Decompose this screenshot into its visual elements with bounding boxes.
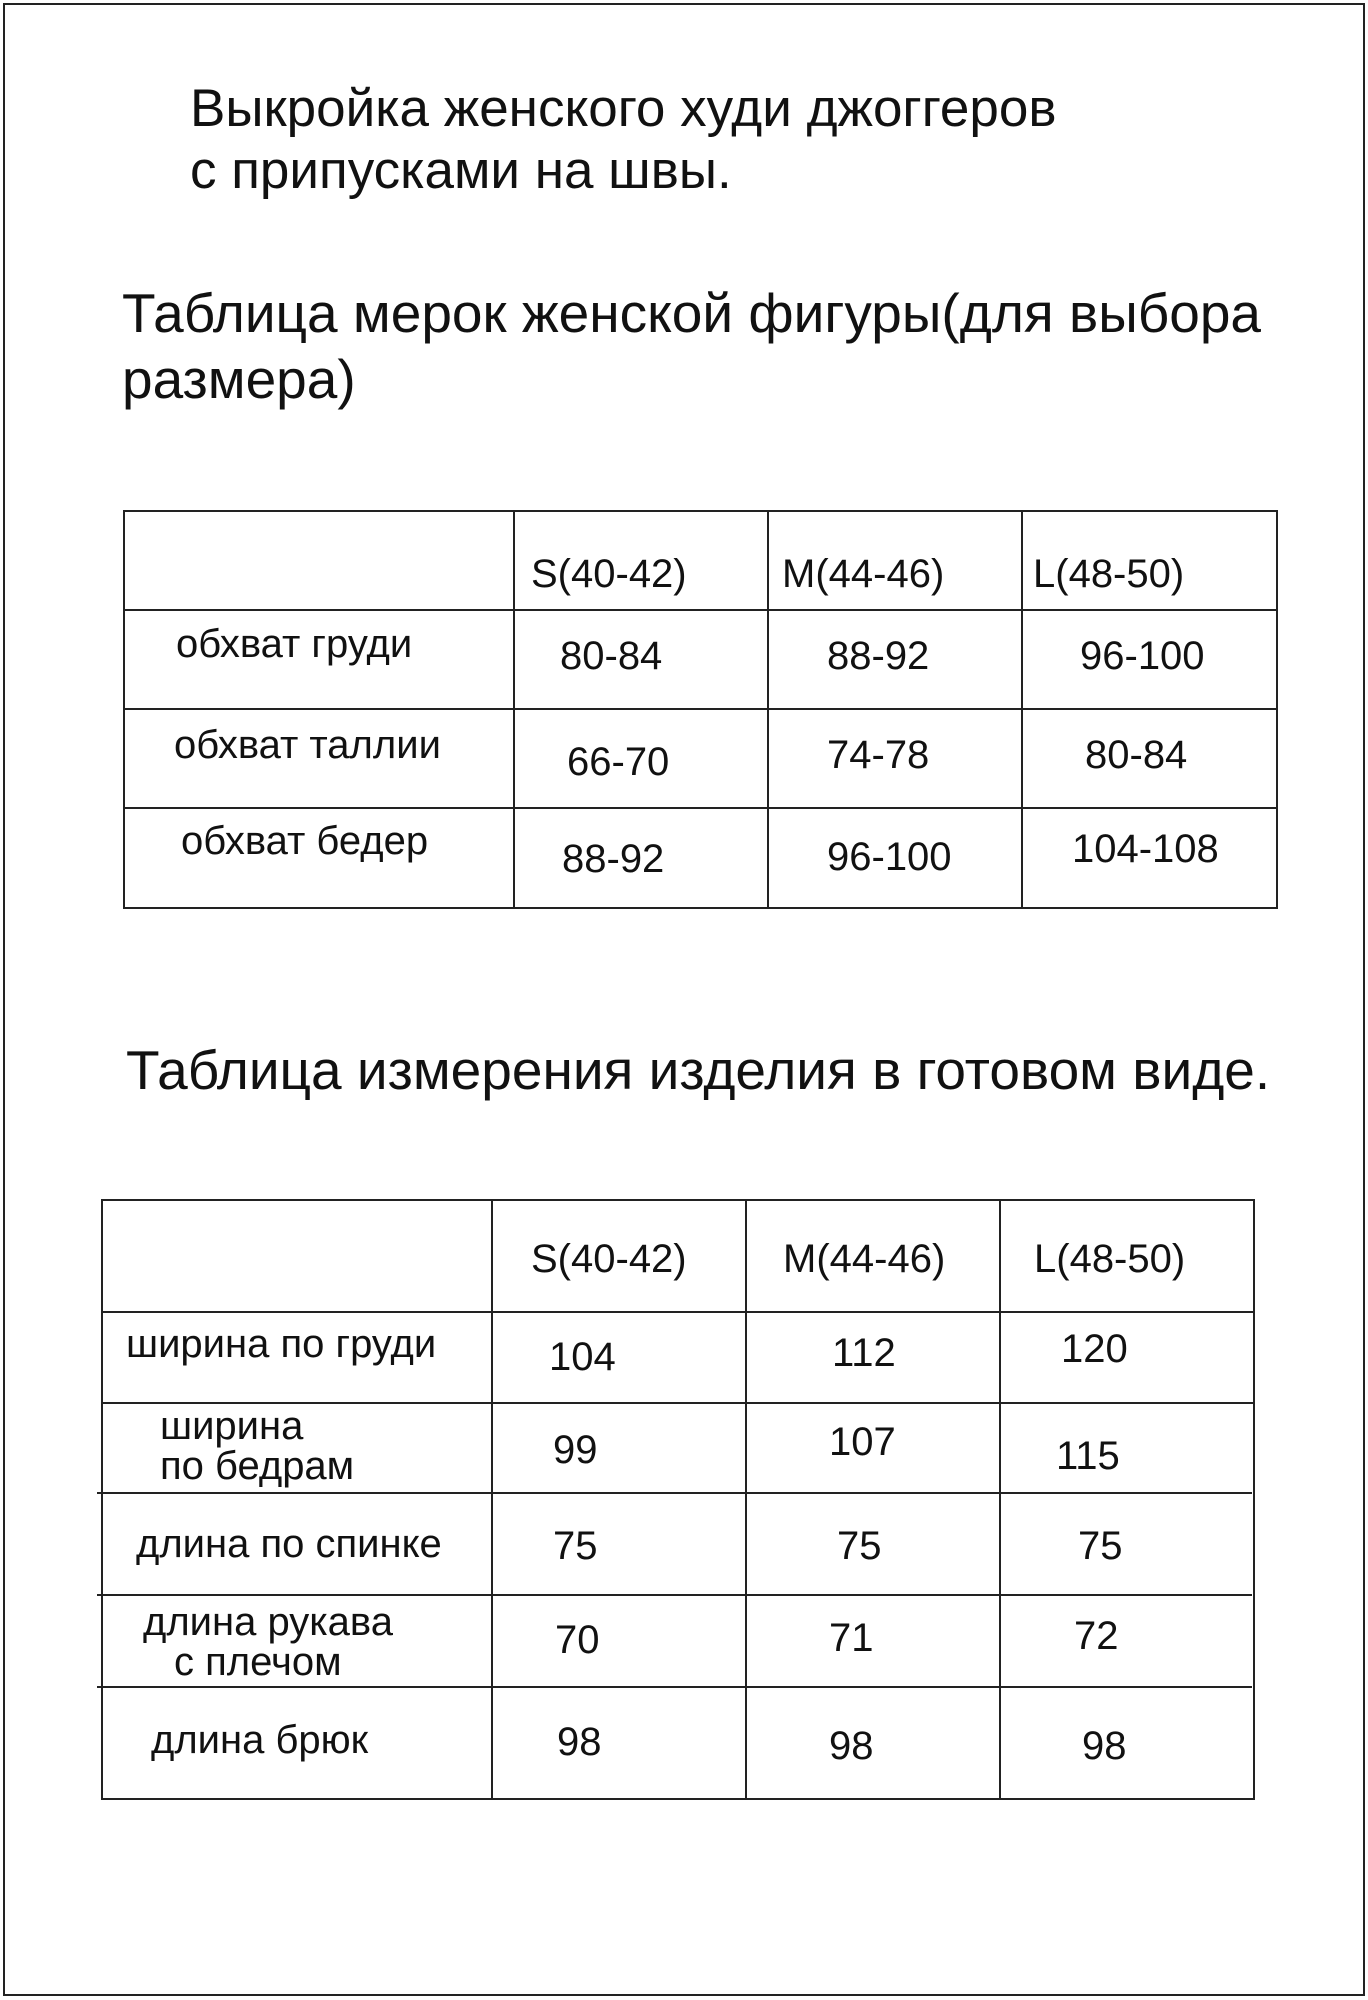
title-line-1: Выкройка женского худи джоггеров xyxy=(190,79,1057,138)
table-line xyxy=(999,1199,1001,1800)
cell-value: 107 xyxy=(829,1420,896,1464)
cell-value: 104-108 xyxy=(1072,827,1219,871)
row-label-line-2: с плечом xyxy=(174,1640,342,1684)
cell-value: 70 xyxy=(555,1618,600,1662)
table-line xyxy=(1253,1199,1255,1800)
body-measurements-heading xyxy=(122,280,1342,412)
cell-value: 75 xyxy=(837,1524,882,1568)
cell-value: 115 xyxy=(1056,1434,1120,1478)
cell-value: 80-84 xyxy=(1085,733,1188,777)
row-label: длина брюк xyxy=(151,1718,369,1762)
table-line xyxy=(97,1492,1252,1494)
row-label: ширина по груди xyxy=(126,1322,437,1366)
finished-garment-heading: Таблица измерения изделия в готовом виде. xyxy=(126,1039,1271,1101)
table-line xyxy=(101,1311,1255,1313)
table-line xyxy=(767,510,769,909)
size-header-m: M(44-46) xyxy=(782,552,945,596)
size-header-l: L(48-50) xyxy=(1034,1237,1186,1281)
table-line xyxy=(97,1594,1252,1596)
cell-value: 104 xyxy=(549,1335,616,1379)
table-line xyxy=(123,510,125,909)
table-line xyxy=(745,1199,747,1800)
size-header-s: S(40-42) xyxy=(531,1237,687,1281)
row-label: обхват таллии xyxy=(174,723,441,767)
cell-value: 75 xyxy=(553,1524,598,1568)
row-label: длина по спинке xyxy=(136,1522,442,1566)
cell-value: 72 xyxy=(1074,1614,1119,1658)
cell-value: 98 xyxy=(1082,1724,1127,1768)
size-header-s: S(40-42) xyxy=(531,552,687,596)
table-line xyxy=(97,1686,1252,1688)
table-line xyxy=(491,1199,493,1800)
cell-value: 98 xyxy=(557,1720,602,1764)
cell-value: 88-92 xyxy=(562,837,665,881)
table-line xyxy=(123,510,1278,512)
size-header-m: M(44-46) xyxy=(783,1237,946,1281)
table-line xyxy=(1276,510,1278,909)
row-label: обхват груди xyxy=(176,622,413,666)
heading-line-1: Таблица мерок женской фигуры(для выбора xyxy=(122,282,1261,344)
cell-value: 98 xyxy=(829,1724,874,1768)
table-line xyxy=(123,807,1278,809)
table-line xyxy=(101,1798,1255,1800)
table-line xyxy=(123,907,1278,909)
cell-value: 88-92 xyxy=(827,634,930,678)
cell-value: 75 xyxy=(1078,1524,1123,1568)
size-header-l: L(48-50) xyxy=(1033,552,1185,596)
heading-line-2: размера) xyxy=(122,348,356,410)
row-label-line-1: ширина xyxy=(160,1404,304,1448)
row-label: обхват бедер xyxy=(181,819,429,863)
table-line xyxy=(123,708,1278,710)
table-line xyxy=(101,1199,1255,1201)
cell-value: 120 xyxy=(1061,1327,1128,1371)
cell-value: 80-84 xyxy=(560,634,663,678)
cell-value: 74-78 xyxy=(827,733,930,777)
title-line-2: с припусками на швы. xyxy=(190,141,732,200)
cell-value: 96-100 xyxy=(1080,634,1205,678)
cell-value: 66-70 xyxy=(567,740,670,784)
table-line xyxy=(123,609,1278,611)
cell-value: 112 xyxy=(832,1331,896,1375)
document-title xyxy=(190,78,1057,202)
cell-value: 99 xyxy=(553,1428,598,1472)
table-line xyxy=(101,1199,103,1800)
row-label-line-1: длина рукава xyxy=(143,1600,393,1644)
cell-value: 96-100 xyxy=(827,835,952,879)
table-line xyxy=(1021,510,1023,909)
cell-value: 71 xyxy=(829,1616,874,1660)
row-label-line-2: по бедрам xyxy=(160,1444,355,1488)
table-line xyxy=(513,510,515,909)
